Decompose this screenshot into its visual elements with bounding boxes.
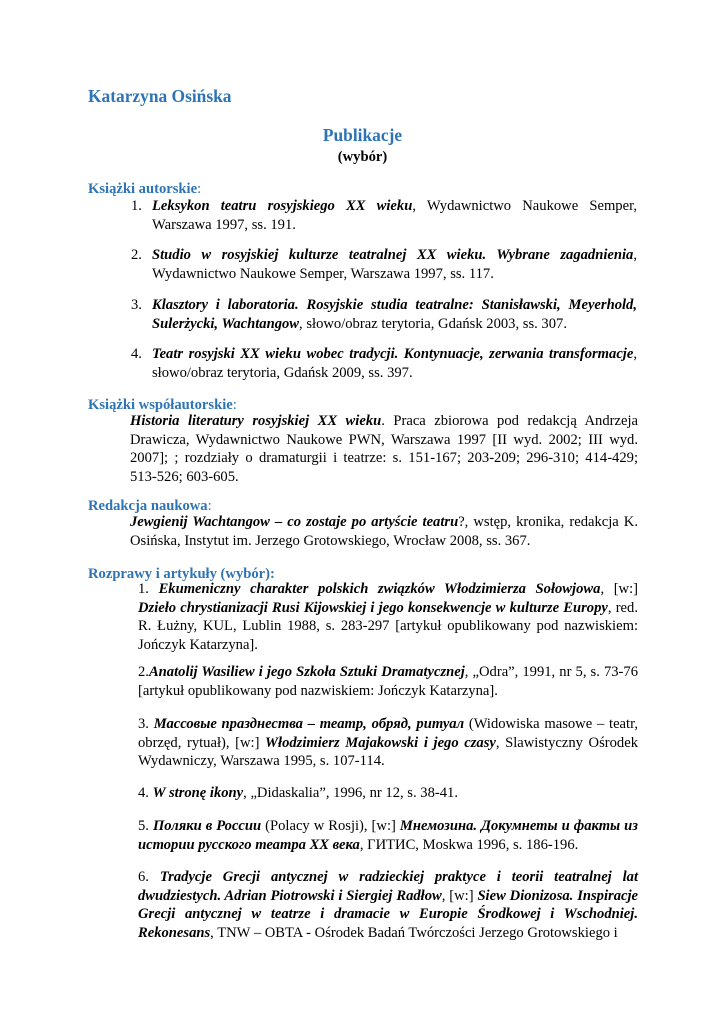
article-title: Ekumeniczny charakter polskich związków Włodzimierza Sołowjowa: [158, 581, 601, 597]
article-details: 4.: [138, 785, 153, 801]
article-details: 3.: [138, 716, 154, 732]
book-title: Historia literatury rosyjskiej XX wieku: [130, 413, 382, 429]
article-details: , [w:]: [600, 581, 639, 597]
book-title: Jewgienij Wachtangow – co zostaje po artyście teatru: [130, 514, 459, 530]
book-details: , Wydawnictwo Naukowe Semper, Warszawa 1997, ss. 117.: [152, 247, 637, 282]
heading-colon: :: [207, 498, 212, 514]
article-details: 6.: [138, 869, 160, 885]
list-number: 1.: [131, 198, 142, 214]
editorial-entry: [130, 513, 638, 550]
article-entry: [138, 817, 638, 854]
article-title: Dzieło chrystianizacji Rusi Kijowskiej i jego konsekwencje w kulturze Europy: [138, 599, 608, 616]
coauthored-entry: [130, 412, 638, 487]
list-item: [152, 296, 637, 333]
book-details: . Praca zbiorowa pod redakcją Andrzeja Drawicza, Wydawnictwo Naukowe PWN, Warszawa 1997 [II wyd. 2002; III wyd. 2007]; ; rozdziały o dramaturgii i teatrze: s. 151-167; 203-209; 296-310; 414-429; 513-526; 603-605.: [130, 413, 638, 486]
article-title: Tradycje Grecji antycznej w radzieckiej praktyce i teorii teatralnej lat dwudziestych. Adrian Piotrowski i Siergiej Radłow: [138, 869, 639, 904]
heading-colon: :: [197, 181, 202, 197]
book-title: Leksykon teatru rosyjskiego XX wieku: [152, 198, 413, 214]
article-title: Włodzimierz Majakowski i jego czasy: [265, 734, 496, 751]
heading-text: Redakcja naukowa: [88, 498, 208, 514]
article-entry: [138, 580, 638, 655]
article-title: Siew Dionizosa. Inspiracje Grecji antycznej w teatrze i dramacie w Europie Środkowej i Wschodniej. Rekonesans: [138, 887, 639, 942]
article-details: , Slawistyczny Ośrodek Wydawniczy, Warszawa 1995, s. 107-114.: [138, 734, 638, 770]
list-number: 4.: [131, 346, 142, 362]
author-name: Katarzyna Osińska: [88, 86, 232, 106]
article-details: , red. R. Łużny, KUL, Lublin 1988, s. 283-297 [artykuł opublikowany pod nazwiskiem: Jończyk Katarzyna].: [138, 599, 638, 654]
heading-colon: :: [232, 397, 237, 413]
article-details: 2.: [138, 664, 149, 680]
article-details: , „Odra”, 1991, nr 5, s. 73-76 [artykuł opublikowany pod nazwiskiem: Jończyk Katarzyna].: [138, 664, 638, 699]
section-heading-authored: [88, 180, 201, 199]
list-number: 3.: [131, 297, 142, 313]
list-item: [152, 246, 637, 283]
article-entry: [138, 868, 638, 943]
article-title: Мнемозина. Докумнеты и факты из истории русского театра XX века: [138, 818, 638, 853]
heading-text: Książki autorskie: [88, 181, 198, 197]
article-entry: [138, 663, 638, 700]
list-item: [152, 345, 637, 382]
book-details: , słowo/obraz terytoria, Gdańsk 2009, ss. 397.: [152, 346, 637, 381]
article-entry: [138, 784, 638, 803]
book-details: , Wydawnictwo Naukowe Semper, Warszawa 1997, ss. 191.: [152, 198, 637, 233]
article-title: Массовые празднества – театр, обряд, ритуал: [153, 716, 465, 732]
book-title: Teatr rosyjski XX wieku wobec tradycji. Kontynuacje, zerwania transformacje: [152, 346, 634, 362]
book-title: Studio w rosyjskiej kulturze teatralnej XX wieku. Wybrane zagadnienia: [152, 247, 634, 263]
page-title: Publikacje: [322, 125, 403, 145]
article-details: 5.: [138, 818, 153, 834]
list-number: 2.: [131, 247, 142, 263]
article-title: W stronę ikony: [152, 785, 244, 801]
book-details: , słowo/obraz terytoria, Gdańsk 2003, ss. 307.: [299, 315, 567, 332]
book-title: Klasztory i laboratoria. Rosyjskie studia teatralne: Stanisławski, Meyerhold, Sulerżycki, Wachtangow: [152, 297, 637, 332]
article-details: (Widowiska masowe – teatr, obrzęd, rytuał), [w:]: [138, 716, 639, 751]
book-details: ?, wstęp, kronika, redakcja K. Osińska, Instytut im. Jerzego Grotowskiego, Wrocław 2008, ss. 367.: [130, 514, 638, 549]
article-details: , [w:]: [441, 887, 478, 904]
article-title: Anatolij Wasiliew i jego Szkoła Sztuki Dramatycznej: [148, 664, 465, 680]
article-details: , TNW – OBTA - Ośrodek Badań Twórczości Jerzego Grotowskiego i: [210, 925, 618, 942]
article-details: , ГИТИС, Moskwa 1996, s. 186-196.: [359, 836, 579, 853]
article-details: , „Didaskalia”, 1996, nr 12, s. 38-41.: [243, 785, 458, 801]
article-entry: [138, 715, 638, 771]
section-heading-articles: Rozprawy i artykuły (wybór):: [88, 566, 275, 582]
article-title: Поляки в России: [152, 818, 262, 834]
heading-text: Książki współautorskie: [88, 397, 233, 413]
page-subtitle: (wybór): [337, 149, 388, 165]
article-details: 1.: [138, 581, 159, 597]
list-item: [152, 197, 637, 234]
article-details: (Polacy w Rosji), [w:]: [261, 818, 400, 834]
